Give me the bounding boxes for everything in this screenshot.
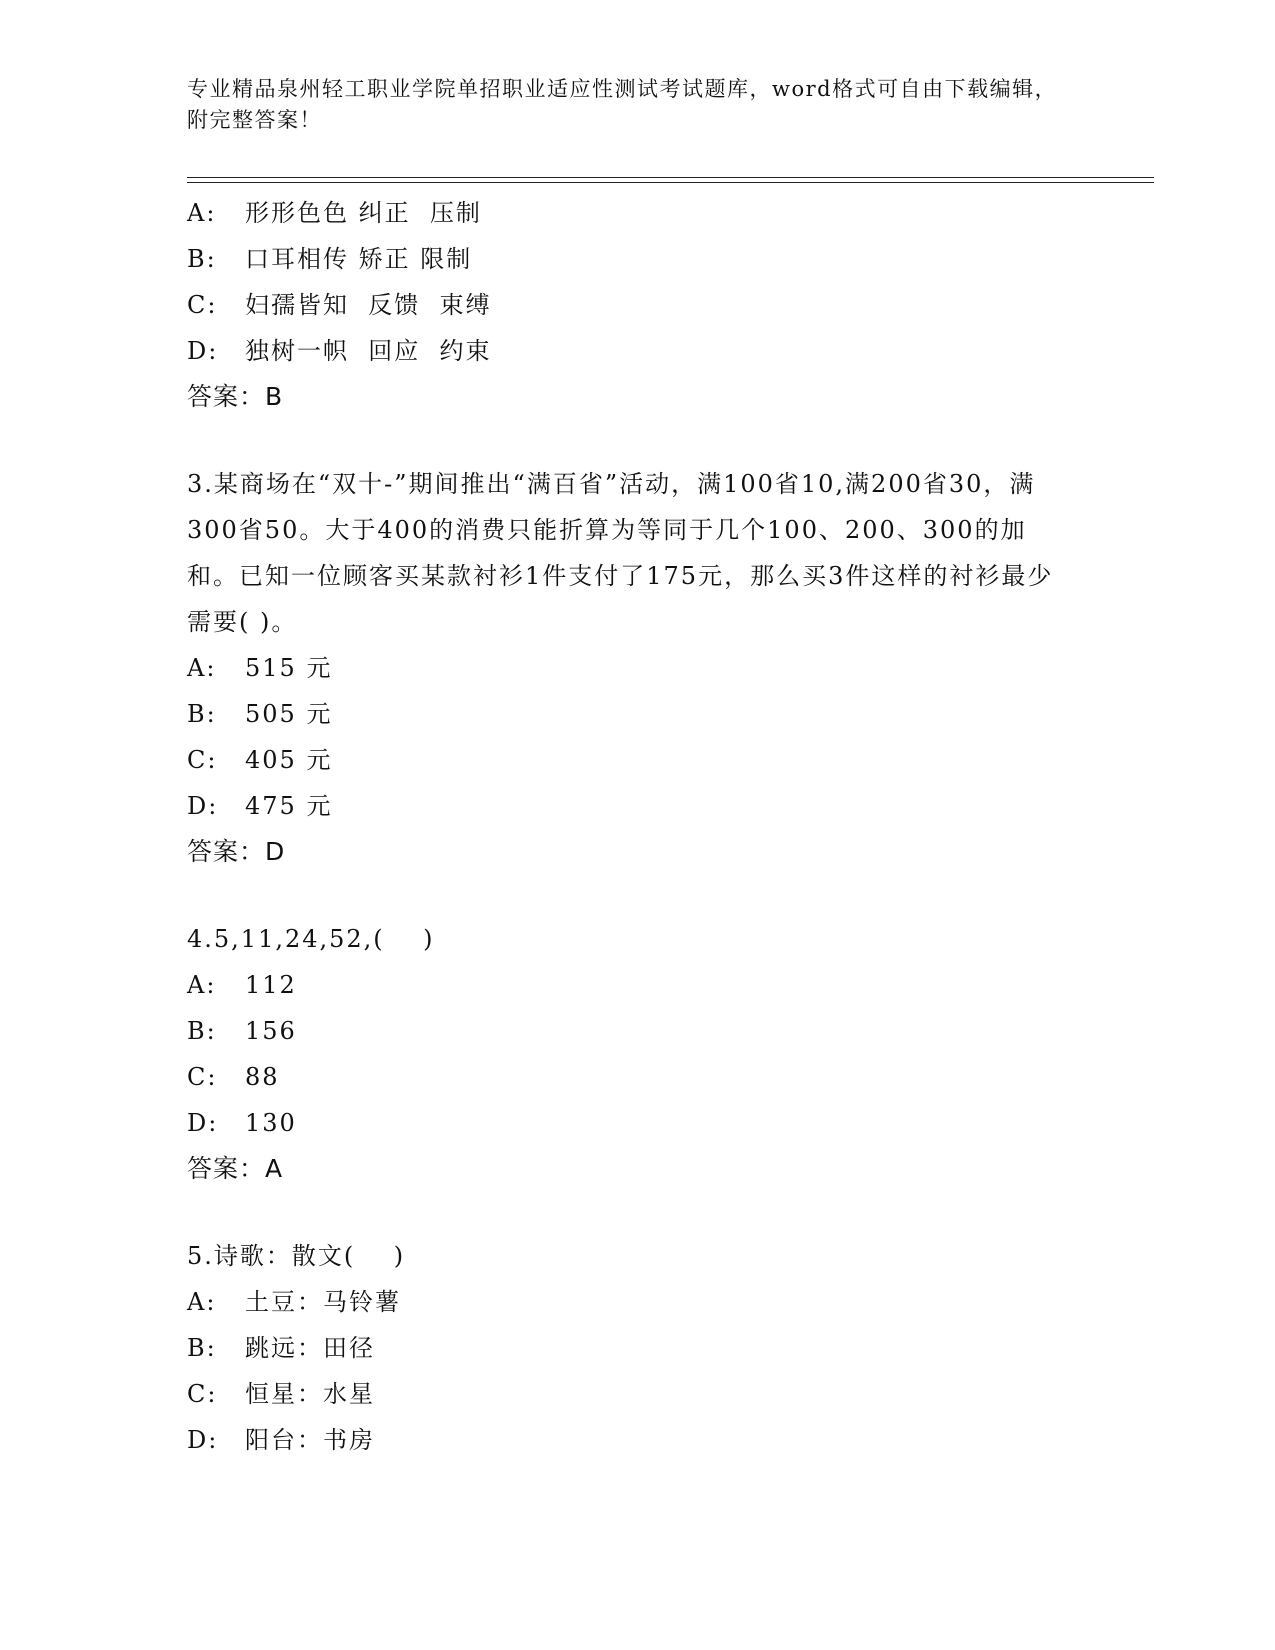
option-key: A:: [187, 654, 217, 682]
option-b: [187, 236, 1087, 282]
question-content: [187, 190, 1087, 1463]
option-text: 156: [245, 1017, 297, 1045]
option-c: [187, 737, 1087, 783]
option-c: [187, 1371, 1087, 1417]
option-text: 505 元: [245, 700, 333, 728]
option-key: D:: [187, 1426, 219, 1454]
option-b: [187, 691, 1087, 737]
option-text: 阳台：书房: [245, 1426, 375, 1454]
option-a: [187, 962, 1087, 1008]
option-c: [187, 1054, 1087, 1100]
option-d: [187, 783, 1087, 829]
header-rule-bottom: [187, 182, 1154, 183]
option-text: 独树一帜 回应 约束: [245, 337, 492, 365]
option-a: [187, 645, 1087, 691]
option-key: D:: [187, 792, 219, 820]
option-text: 130: [245, 1109, 297, 1137]
option-key: B:: [187, 245, 217, 273]
answer-text: 答案：A: [187, 1154, 284, 1183]
option-text: 112: [245, 971, 297, 999]
question-stem: 3.某商场在“双十-”期间推出“满百省”活动，满100省10,满200省30，满300省50。大于400的消费只能折算为等同于几个100、200、300的加和。已知一位顾客买某款衬衫1件支付了175元，那么买3件这样的衬衫最少需要( )。: [187, 470, 1054, 636]
header-rule-top: [187, 177, 1154, 178]
document-header: 专业精品泉州轻工职业学院单招职业适应性测试考试题库，word格式可自由下载编辑，附完整答案！: [187, 77, 1058, 132]
question-stem: 4.5,11,24,52,( ): [187, 925, 435, 953]
option-key: D:: [187, 1109, 219, 1137]
option-text: 口耳相传 矫正 限制: [245, 245, 473, 273]
option-text: 形形色色 纠正 压制: [245, 199, 482, 227]
option-key: B:: [187, 1334, 217, 1362]
option-text: 515 元: [245, 654, 333, 682]
option-d: [187, 1417, 1087, 1463]
question-3: [187, 461, 1087, 875]
option-d: [187, 328, 1087, 374]
answer-text: 答案：D: [187, 837, 286, 866]
option-key: C:: [187, 746, 218, 774]
option-text: 土豆：马铃薯: [245, 1288, 401, 1316]
option-key: B:: [187, 1017, 217, 1045]
option-text: 妇孺皆知 反馈 束缚: [245, 291, 492, 319]
option-text: 475 元: [245, 792, 333, 820]
option-a: [187, 1279, 1087, 1325]
option-text: 跳远：田径: [245, 1334, 375, 1362]
option-key: A:: [187, 199, 217, 227]
option-text: 405 元: [245, 746, 333, 774]
question-5: [187, 1233, 1087, 1463]
question-2-options: [187, 190, 1087, 420]
option-key: C:: [187, 1063, 218, 1091]
option-key: C:: [187, 1380, 218, 1408]
option-b: [187, 1325, 1087, 1371]
option-key: A:: [187, 1288, 217, 1316]
question-stem: 5.诗歌：散文( ): [187, 1242, 406, 1270]
answer-text: 答案：B: [187, 382, 284, 411]
option-key: D:: [187, 337, 219, 365]
question-4: [187, 916, 1087, 1192]
option-text: 88: [245, 1063, 280, 1091]
option-a: [187, 190, 1087, 236]
option-b: [187, 1008, 1087, 1054]
option-key: B:: [187, 700, 217, 728]
option-d: [187, 1100, 1087, 1146]
option-text: 恒星：水星: [245, 1380, 375, 1408]
option-key: C:: [187, 291, 218, 319]
option-key: A:: [187, 971, 217, 999]
option-c: [187, 282, 1087, 328]
